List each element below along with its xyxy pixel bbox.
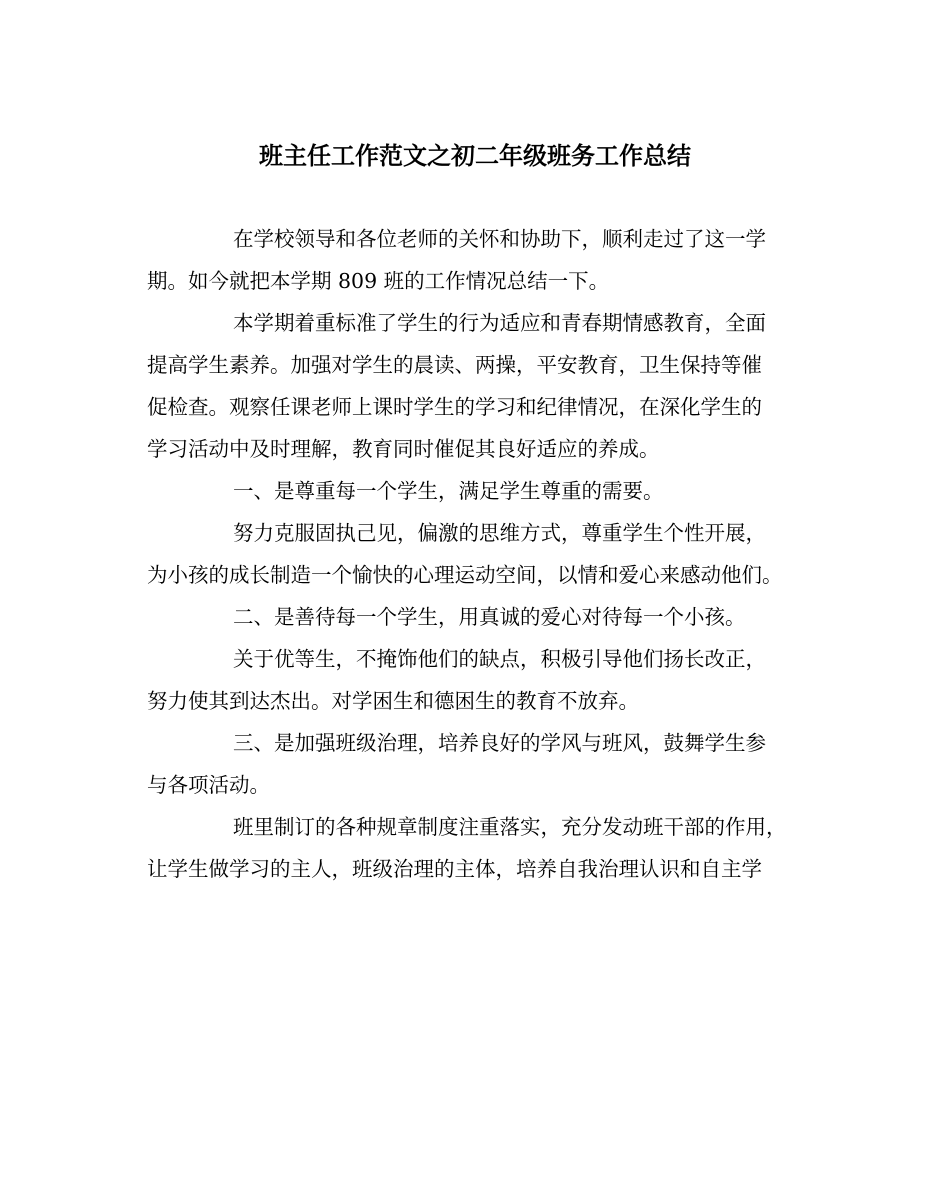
paragraph-line: 本学期着重标准了学生的行为适应和青春期情感教育，全面 xyxy=(233,311,766,335)
paragraph-line: 努力克服固执己见，偏激的思维方式，尊重学生个性开展， xyxy=(233,521,766,545)
paragraph-line: 班里制订的各种规章制度注重落实，充分发动班干部的作用， xyxy=(233,815,787,839)
section-heading: 三、是加强班级治理，培养良好的学风与班风，鼓舞学生参 xyxy=(233,731,766,755)
paragraph-line: 提高学生素养。加强对学生的晨读、两操，平安教育，卫生保持等催 xyxy=(147,353,762,377)
paragraph-line: 促检查。观察任课老师上课时学生的学习和纪律情况，在深化学生的 xyxy=(147,395,762,419)
paragraph-line: 努力使其到达杰出。对学困生和德困生的教育不放弃。 xyxy=(147,689,639,713)
paragraph-line: 让学生做学习的主人，班级治理的主体，培养自我治理认识和自主学 xyxy=(147,857,762,881)
section-heading: 与各项活动。 xyxy=(147,773,270,797)
paragraph-line: 学习活动中及时理解，教育同时催促其良好适应的养成。 xyxy=(147,437,660,461)
paragraph-line: 在学校领导和各位老师的关怀和协助下，顺利走过了这一学 xyxy=(233,227,766,251)
document-body xyxy=(147,218,809,890)
paragraph-line: 期。如今就把本学期 809 班的工作情况总结一下。 xyxy=(147,269,610,293)
document-title: 班主任工作范文之初二年级班务工作总结 xyxy=(259,141,691,170)
section-heading: 一、是尊重每一个学生，满足学生尊重的需要。 xyxy=(233,479,664,503)
section-heading: 二、是善待每一个学生，用真诚的爱心对待每一个小孩。 xyxy=(233,605,746,629)
paragraph-line: 关于优等生，不掩饰他们的缺点，积极引导他们扬长改正， xyxy=(233,647,766,671)
paragraph-line: 为小孩的成长制造一个愉快的心理运动空间，以情和爱心来感动他们。 xyxy=(147,563,783,587)
